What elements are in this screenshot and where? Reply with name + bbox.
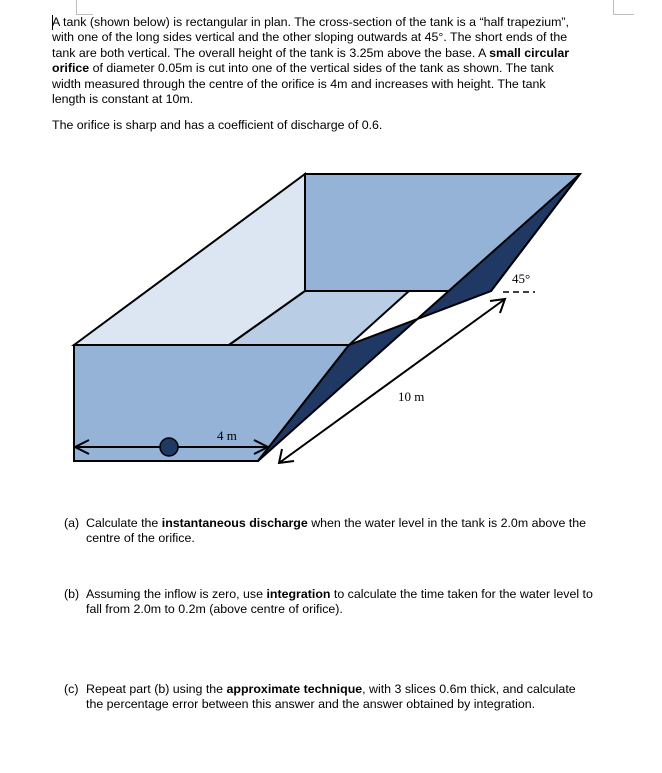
question-a-text-2: when the water level in the tank is 2.0m above the centre of the orifice. — [86, 516, 587, 546]
width-label: 4 m — [217, 428, 237, 443]
orifice-note-paragraph[interactable]: The orifice is sharp and has a coefficient of discharge of 0.6. — [52, 118, 383, 132]
intro-text-2: of diameter 0.05m is cut into one of the vertical sides of the tank as shown. The tank width measured through the centre of the orifice is 4m and increases with height. The tank length is constant at 10m. — [52, 61, 554, 107]
question-b-text-2: to calculate the time taken for the water level to fall from 2.0m to 0.2m (above centre of orifice). — [86, 587, 593, 617]
question-a-bold: instantaneous discharge — [161, 516, 308, 530]
question-a-label: (a) — [64, 516, 80, 530]
question-a-text-1: Calculate the — [86, 516, 162, 530]
question-c-text-1: Repeat part (b) using the — [86, 682, 227, 696]
question-b-label: (b) — [64, 587, 80, 601]
question-b-bold: integration — [266, 587, 331, 601]
angle-label: 45° — [512, 271, 531, 286]
question-c[interactable] — [64, 682, 594, 713]
question-b[interactable] — [64, 587, 594, 618]
orifice-circle — [160, 438, 178, 456]
tank-back-wall — [305, 174, 580, 291]
intro-bold-orifice: small circular orifice — [52, 45, 570, 76]
length-label: 10 m — [398, 389, 425, 404]
question-c-label: (c) — [64, 682, 79, 696]
intro-text-1: A tank (shown below) is rectangular in plan. The cross-section of the tank is a “half trapezium”, with one of the long sides vertical and the other sloping outwards at 45°. The short ends of the tank are both vertical. The overall height of the tank is 3.25m above the base. A — [52, 15, 569, 60]
question-a[interactable] — [64, 516, 594, 547]
question-c-bold: approximate technique — [226, 682, 363, 696]
question-c-text-2: , with 3 slices 0.6m thick, and calculate the percentage error between this answer and the answer obtained by integration. — [86, 682, 576, 712]
question-b-text-1: Assuming the inflow is zero, use — [86, 587, 267, 601]
